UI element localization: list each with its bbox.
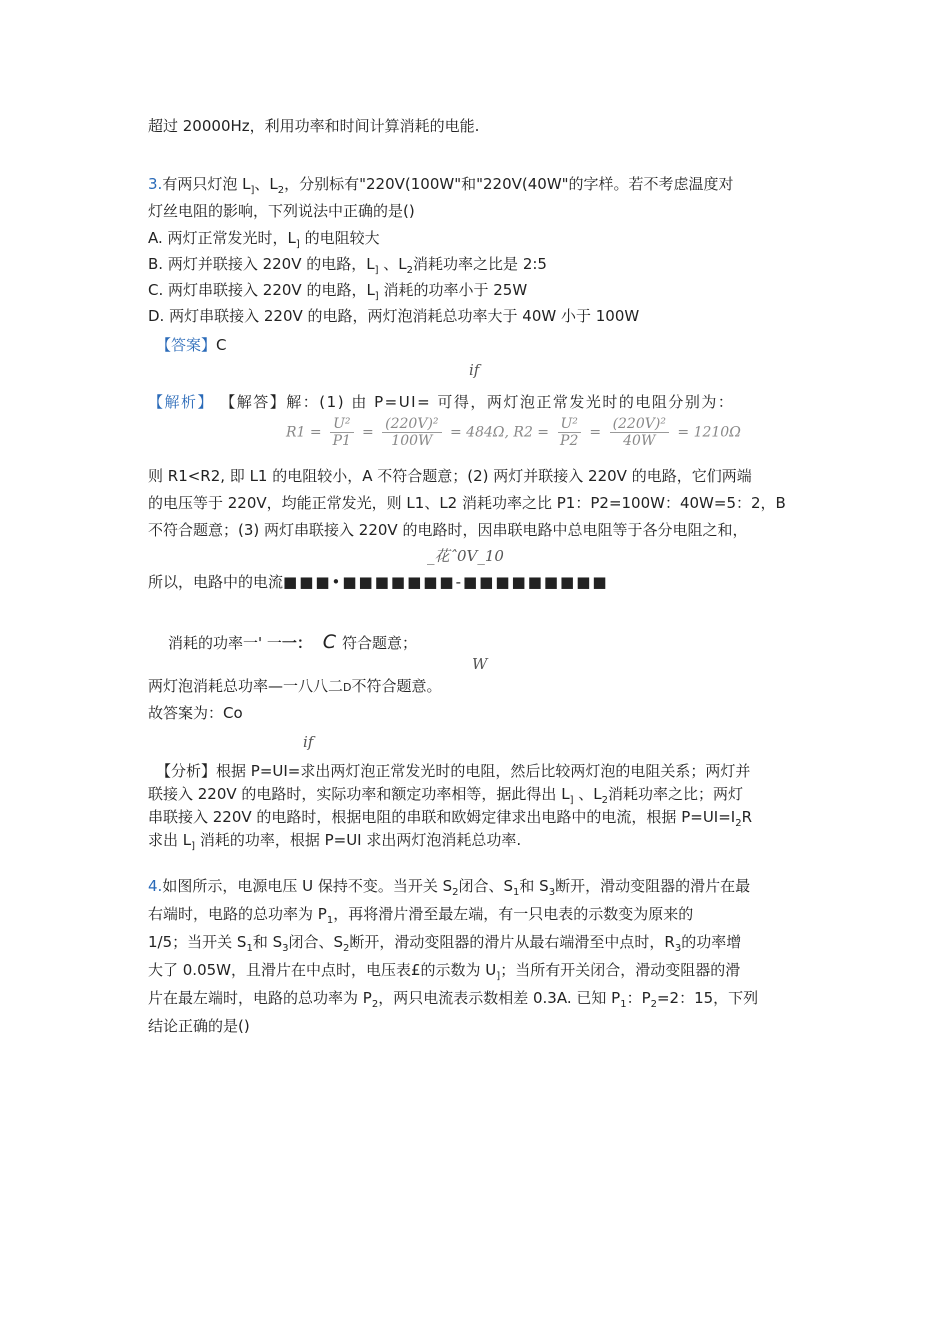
q3-fenxi-line-1: 【分析】根据 P=UI=求出两灯泡正常发光时的电阻，然后比较两灯泡的电阻关系；两灯并	[156, 762, 751, 780]
q3-body-line-4: 所以，电路中的电流■■■•■■■■■■■-■■■■■■■■■	[148, 573, 609, 591]
q4-line-2: 右端时，电路的总功率为 $P_1$，再将滑片滑至最左端，有一只电表的示数变为原来的	[148, 905, 694, 926]
answer-label: 【答案】	[156, 336, 217, 354]
resistance-formula: R1 = $\frac{\text{U²}}{P1}$ = $\frac{\text{(220V)²}}{100W}$ = 484Ω, R2 = $\frac{\text{U²}}{P2}$ = $\frac{\text{(220V)²}}{40W}$ = 1210Ω	[286, 416, 741, 449]
q4-line-4: 大了 0.05W，且滑片在中点时，电压表£的示数为 $U_]$；当所有开关闭合，滑动变阻器的滑	[148, 961, 741, 982]
q3-fenxi-line-3: 串联接入 220V 的电路时，根据电阻的串联和欧姆定律求出电路中的电流，根据 $P=UI=I_2R$	[148, 808, 753, 829]
answer-value: C	[216, 336, 227, 354]
q3-option-d: D. 两灯串联接入 220V 的电路，两灯泡消耗总功率大于 40W 小于 100W	[148, 307, 640, 325]
q3-stem-line-2: 灯丝电阻的影响，下列说法中正确的是()	[148, 202, 415, 220]
q4-line-6: 结论正确的是()	[148, 1017, 250, 1035]
q3-fenxi-line-2: 联接入 220V 的电路时，实际功率和额定功率相等，据此得出 $L_]$ 、$L_2$消耗功率之比；两灯	[148, 785, 743, 806]
q3-analysis-line: 【解析】 【解答】解：(1) 由 P=UI= 可得，两灯泡正常发光时的电阻分别为：	[148, 393, 735, 411]
q3-body-line-3: 不符合题意；(3) 两灯串联接入 220V 的电路时，因串联电路中总电阻等于各分电阻之和，	[148, 521, 748, 539]
q3-option-a: A. 两灯正常发光时，$L_]$ 的电阻较大	[148, 229, 380, 250]
w-mark: W	[472, 655, 488, 673]
q3-option-b: B. 两灯并联接入 220V 的电路，$L_]$ 、$L_2$消耗功率之比是 2:5	[148, 255, 547, 276]
q3-option-c: C. 两灯串联接入 220V 的电路，$L_]$ 消耗的功率小于 25W	[148, 281, 528, 302]
q3-body-line-2: 的电压等于 220V，均能正常发光，则 L1、L2 消耗功率之比 P1：P2=100W：40W=5：2，B	[148, 494, 786, 512]
if-mark-1: if	[469, 361, 480, 379]
intro-line: 超过 20000Hz，利用功率和时间计算消耗的电能.	[148, 117, 480, 135]
q3-body-line-5: 消耗的功率一' 一一： C 符合题意；	[168, 631, 417, 653]
analysis-label: 【解析】	[148, 393, 215, 411]
q3-answer	[156, 335, 227, 355]
q3-number: 3.	[148, 175, 163, 193]
garbled-formula: _花ˆ0V_10	[427, 547, 504, 565]
q3-body-line-1: 则 R1<R2, 即 L1 的电阻较小，A 不符合题意；(2) 两灯并联接入 220V 的电路，它们两端	[148, 467, 752, 485]
if-mark-2: if	[303, 733, 314, 751]
q3-fenxi-line-4: 求出 $L_]$ 消耗的功率，根据 P=UI 求出两灯泡消耗总功率.	[148, 831, 522, 852]
q3-body-line-6: 两灯泡消耗总功率—一八八二D不符合题意。	[148, 677, 442, 695]
q3-stem-line-1: 3.有两只灯泡 $L_]$、$L_2$，分别标有"220V(100W"和"220V(40W"的字样。若不考虑温度对	[148, 175, 734, 196]
q4-number: 4.	[148, 877, 163, 895]
q4-line-3: 1/5；当开关 $S_1$和 $S_3$闭合、$S_2$断开，滑动变阻器的滑片从最右端滑至中点时，$R_3$的功率增	[148, 933, 742, 954]
q4-line-1: 4.如图所示，电源电压 U 保持不变。当开关 $S_2$闭合、$S_1$和 $S_3$断开，滑动变阻器的滑片在最	[148, 877, 751, 898]
q3-conclusion: 故答案为：Co	[148, 704, 243, 722]
q4-line-5: 片在最左端时，电路的总功率为 $P_2$，两只电流表示数相差 0.3A. 已知 $P_1$：$P_2=2$：15，下列	[148, 989, 759, 1010]
redacted-blocks: ■■■•■■■■■■■-■■■■■■■■■	[283, 573, 609, 591]
